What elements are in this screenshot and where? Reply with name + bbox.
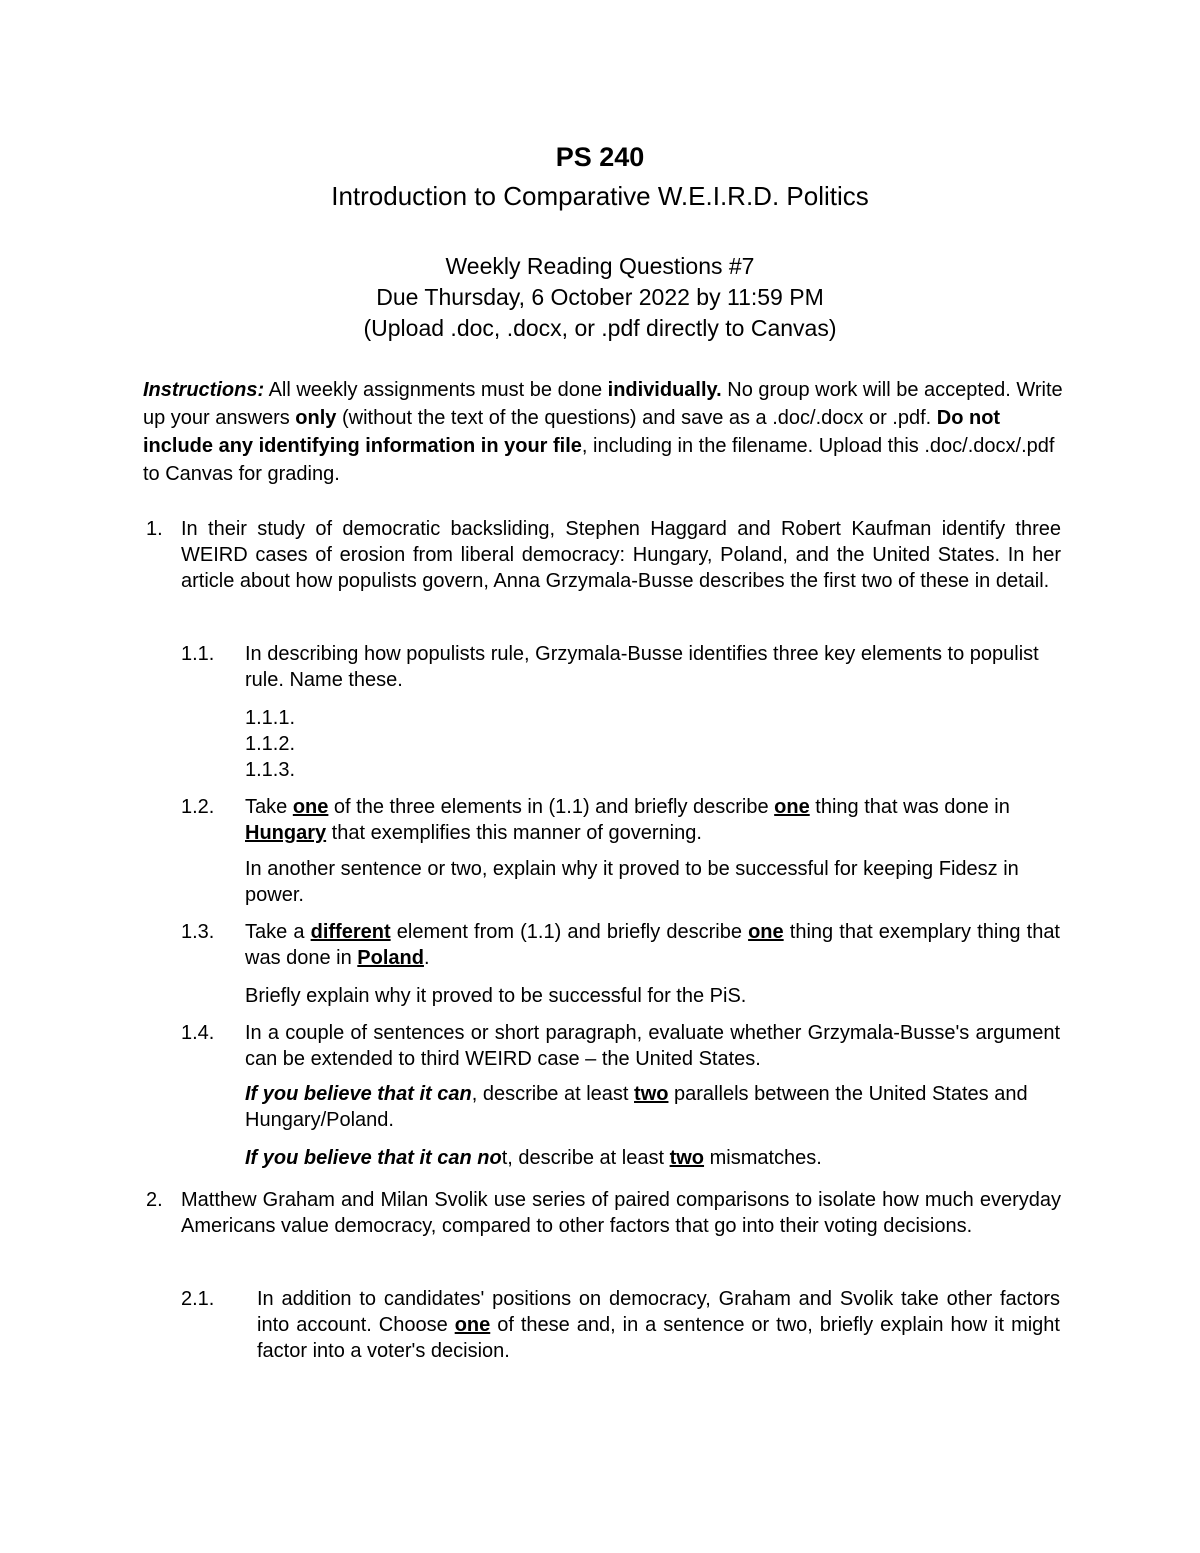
instructions-text: All weekly assignments must be done — [264, 379, 608, 401]
question-1-2-text — [245, 794, 1065, 846]
q12-text: Take — [245, 796, 293, 818]
course-code: PS 240 — [555, 142, 645, 172]
instructions-text: No group work will be accepted. Write up your answers — [143, 379, 1063, 429]
assignment-header — [0, 251, 1200, 344]
question-2-number: 2. — [146, 1189, 163, 1211]
emphasis-one: one — [292, 796, 329, 818]
question-1-4-text: In a couple of sentences or short paragraph, evaluate whether Grzymala-Busse's argument can be extended to third WEIRD case – the United States. — [245, 1022, 1060, 1070]
assignment-name: Weekly Reading Questions #7 — [445, 253, 755, 279]
question-1-3-text — [245, 919, 1060, 971]
answer-item-1-1-1: 1.1.1. — [245, 707, 296, 729]
question-1-1-text: In describing how populists rule, Grzymala-Busse identifies three key elements to populist rule. Name these. — [245, 643, 1039, 691]
q13-text: . — [423, 947, 430, 969]
q12-text: of the three elements in (1.1) and briefly describe — [328, 796, 775, 818]
question-1-text: In their study of democratic backsliding, Stephen Haggard and Robert Kaufman identify three WEIRD cases of erosion from liberal democracy: Hungary, Poland, and the United States. In her article about how populists govern, Anna Grzymala-Busse describes the first two of these in detail. — [181, 518, 1061, 592]
question-1-number: 1. — [146, 518, 163, 540]
question-1-3-followup: Briefly explain why it proved to be successful for the PiS. — [245, 985, 747, 1007]
emphasis-one: one — [454, 1314, 491, 1336]
instructions-emphasis: Do not include any identifying information in your file — [143, 407, 1001, 457]
q21-text: of these and, in a sentence or two, briefly explain how it might factor into a voter's decision. — [257, 1314, 1060, 1362]
instructions-label: Instructions: — [143, 379, 265, 401]
condition-can: If you believe that it can — [245, 1083, 472, 1105]
emphasis-different: different — [310, 921, 391, 943]
question-1-4-if-can — [245, 1081, 1065, 1133]
q13-text: thing that exemplary thing that was done in — [245, 921, 1060, 969]
answer-item-1-1-3: 1.1.3. — [245, 759, 296, 781]
instructions-emphasis: individually. — [607, 379, 722, 401]
course-title: Introduction to Comparative W.E.I.R.D. Politics — [331, 181, 869, 211]
question-1-2-followup: In another sentence or two, explain why it proved to be successful for keeping Fidesz in power. — [245, 858, 1019, 906]
question-2-1-number: 2.1. — [181, 1288, 215, 1310]
question-2-text: Matthew Graham and Milan Svolik use series of paired comparisons to isolate how much everyday Americans value democracy, compared to other factors that go into their voting decisions. — [181, 1189, 1061, 1237]
instructions-text: (without the text of the questions) and save as a .doc/.docx or .pdf. — [336, 407, 937, 429]
condition-cannot: If you believe that it can no — [245, 1147, 502, 1169]
emphasis-two: two — [669, 1147, 705, 1169]
emphasis-hungary: Hungary — [245, 822, 327, 844]
q13-text: element from (1.1) and briefly describe — [390, 921, 749, 943]
question-1-4-number: 1.4. — [181, 1022, 215, 1044]
q14-text: mismatches. — [704, 1147, 822, 1169]
q12-text: that exemplifies this manner of governing. — [326, 822, 702, 844]
question-1-3-number: 1.3. — [181, 921, 215, 943]
instructions-text: , including in the filename. Upload this .doc/.docx/.pdf to Canvas for grading. — [143, 435, 1055, 485]
q13-text: Take a — [245, 921, 311, 943]
instructions-paragraph — [143, 376, 1063, 488]
q21-text: In addition to candidates' positions on democracy, Graham and Svolik take other factors into account. Choose — [257, 1288, 1060, 1336]
due-date: Due Thursday, 6 October 2022 by 11:59 PM — [376, 284, 824, 310]
q14-text: t, describe at least — [501, 1147, 670, 1169]
question-1-4-if-cannot — [245, 1145, 1065, 1171]
q14-text: , describe at least — [471, 1083, 635, 1105]
q14-text: parallels between the United States and Hungary/Poland. — [245, 1083, 1028, 1131]
question-2-1-text — [257, 1286, 1060, 1364]
emphasis-one: one — [774, 796, 810, 818]
emphasis-two: two — [634, 1083, 669, 1105]
q12-text: thing that was done in — [809, 796, 1010, 818]
question-1-2-number: 1.2. — [181, 796, 215, 818]
emphasis-one: one — [748, 921, 784, 943]
emphasis-poland: Poland — [357, 947, 424, 969]
question-1-1-number: 1.1. — [181, 643, 215, 665]
answer-item-1-1-2: 1.1.2. — [245, 733, 296, 755]
upload-note: (Upload .doc, .docx, or .pdf directly to Canvas) — [363, 315, 837, 341]
instructions-emphasis: only — [295, 407, 337, 429]
